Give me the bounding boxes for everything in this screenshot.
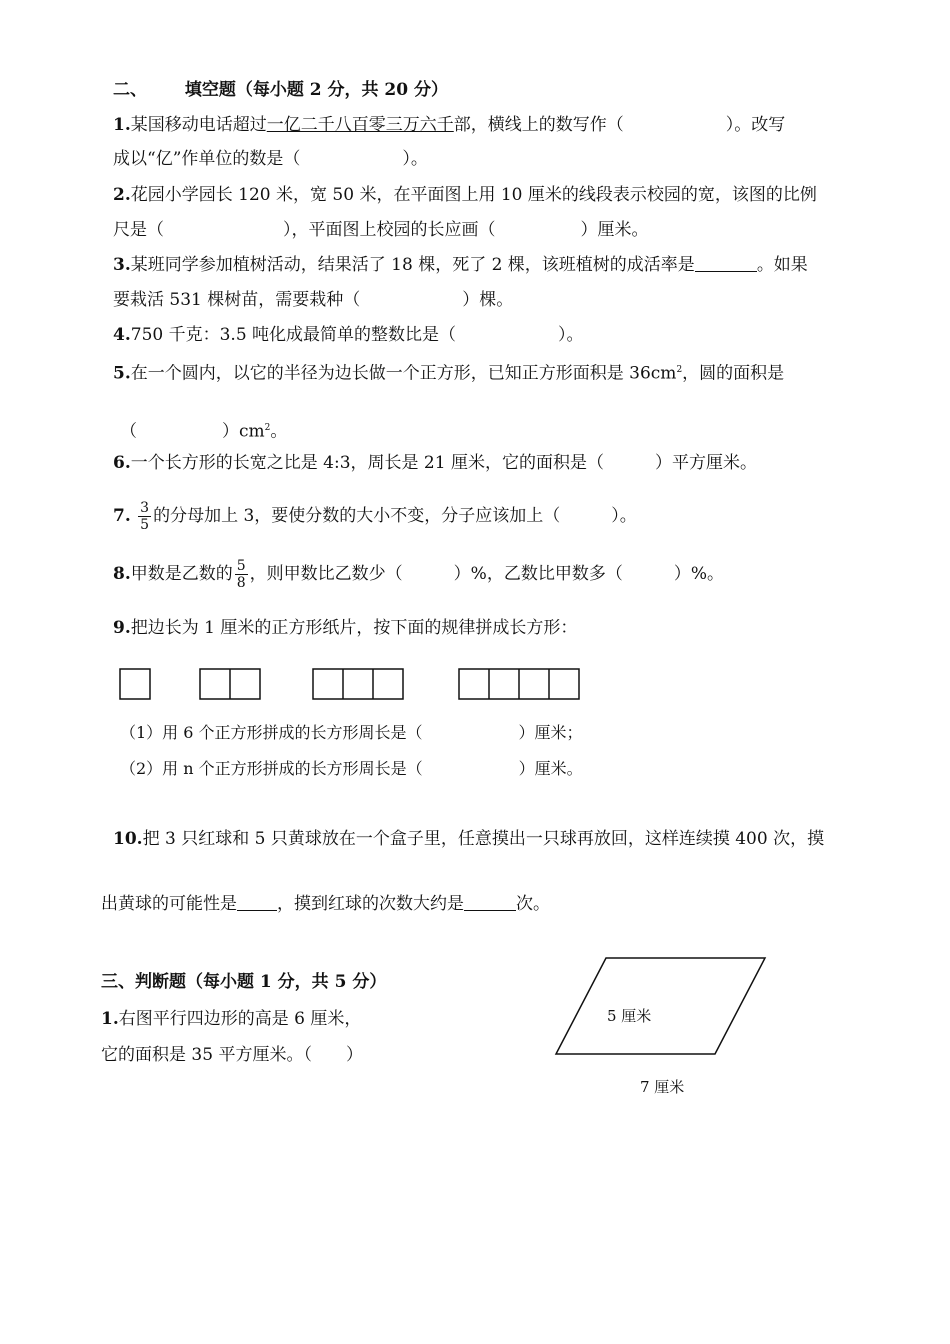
q4-text: 750 千克：3.5 吨化成最简单的整数比是（ ）。 — [130, 325, 584, 345]
q8-fraction-denominator: 8 — [236, 575, 246, 591]
q8-number: 8. — [113, 564, 131, 584]
q10-text-1: 把 3 只红球和 5 只黄球放在一个盒子里，任意摸出一只球再放回，这样连续摸 400 次，摸 — [142, 829, 825, 849]
q1-line-2: 成以“亿”作单位的数是（ ）。 — [113, 149, 428, 169]
q10-text-2c: 次。 — [516, 894, 550, 914]
q8-text-post: ，则甲数比乙数少（ ）%，乙数比甲数多（ ）%。 — [249, 564, 724, 584]
q9-sub-2: （2）用 n 个正方形拼成的长方形周长是（ ）厘米。 — [120, 759, 583, 778]
q3-line-2: 要栽活 531 棵树苗，需要栽种（ ）棵。 — [113, 290, 514, 310]
q3-text-1b: 。如果 — [756, 255, 808, 275]
section-3-heading: 三、判断题（每小题 1 分，共 5 分） — [101, 972, 387, 992]
q7-fraction-numerator: 3 — [140, 500, 150, 516]
q2-line-2: 尺是（ ），平面图上校园的长应画（ ）厘米。 — [113, 220, 649, 240]
q1-text-pre: 某国移动电话超过 — [130, 115, 267, 135]
q1-number: 1. — [113, 115, 131, 135]
q9-sub-1: （1）用 6 个正方形拼成的长方形周长是（ ）厘米； — [120, 723, 583, 742]
section-2-number: 二、 — [113, 80, 147, 100]
q5-number: 5. — [113, 363, 131, 384]
q6-number: 6. — [113, 453, 131, 473]
q5-text-1a: 在一个圆内，以它的半径为边长做一个正方形，已知正方形面积是 36cm — [130, 363, 677, 384]
j1-number: 1. — [101, 1009, 119, 1029]
q3-number: 3. — [113, 255, 131, 275]
q1-text-post: 部，横线上的数写作（ ）。改写 — [453, 115, 786, 135]
q1-underlined-number: 一亿二千八百零三万六千 — [266, 115, 454, 135]
q8-fraction-numerator: 5 — [236, 558, 246, 574]
q4-number: 4. — [113, 325, 131, 345]
q5-superscript: 2 — [676, 365, 683, 375]
j1-line-2: 它的面积是 35 平方厘米。（ ） — [101, 1045, 363, 1065]
q10-number: 10. — [113, 829, 143, 849]
q3-text-1a: 某班同学参加植树活动，结果活了 18 棵，死了 2 棵，该班植树的成活率是 — [130, 255, 695, 275]
q10-text-2a: 出黄球的可能性是 — [101, 894, 237, 914]
q5-text-2a: （ ）cm — [120, 421, 265, 442]
parallelogram-shape — [556, 958, 765, 1054]
q10-text-2b: ，摸到红球的次数大约是 — [277, 894, 464, 914]
base-label: 7 厘米 — [640, 1078, 685, 1096]
section-2-title: 填空题（每小题 2 分，共 20 分） — [184, 80, 449, 100]
side-label: 5 厘米 — [607, 1007, 652, 1025]
q5-text-1b: ，圆的面积是 — [682, 363, 785, 384]
j1-text-1: 右图平行四边形的高是 6 厘米， — [118, 1009, 362, 1029]
q7-fraction-denominator: 5 — [140, 517, 150, 533]
q7-text: 的分母加上 3，要使分数的大小不变，分子应该加上（ ）。 — [153, 506, 637, 526]
q7-number: 7. — [113, 506, 131, 526]
q2-number: 2. — [113, 185, 131, 205]
q9-text: 把边长为 1 厘米的正方形纸片，按下面的规律拼成长方形： — [130, 618, 578, 638]
q9-number: 9. — [113, 618, 131, 638]
q5-text-2b: 。 — [270, 421, 288, 442]
q5-superscript-2: 2 — [264, 423, 271, 433]
q8-text-pre: 甲数是乙数的 — [130, 564, 233, 584]
q6-text: 一个长方形的长宽之比是 4:3，周长是 21 厘米，它的面积是（ ）平方厘米。 — [130, 453, 757, 473]
q2-text-1: 花园小学园长 120 米，宽 50 米，在平面图上用 10 厘米的线段表示校园的宽，该图的比例 — [130, 185, 817, 205]
